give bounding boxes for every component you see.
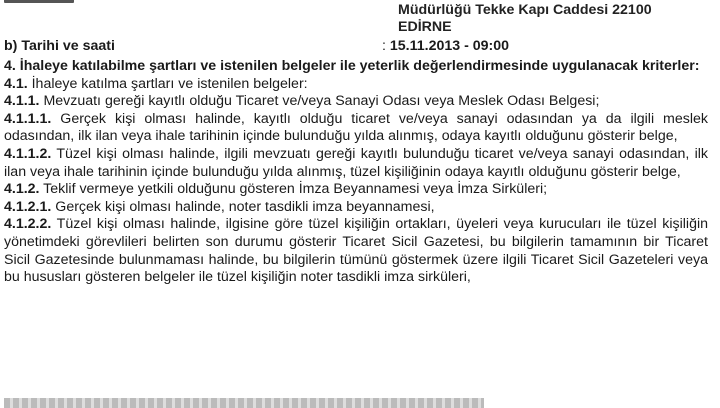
paragraph-number: 4.1.2.1.: [4, 198, 52, 215]
paragraph-number: 4.1.1.: [4, 93, 40, 110]
paragraph-4-1-1: [4, 93, 708, 111]
paragraph-text: Gerçek kişi olması halinde, noter tasdikli imza beyannamesi,: [51, 198, 435, 215]
paragraph-text: Mevzuatı gereği kayıtlı olduğu Ticaret ve/veya Sanayi Odası veya Meslek Odası Belgesi;: [39, 93, 600, 110]
paragraph-number: 4.1.1.2.: [4, 145, 52, 162]
paragraph-4-1-2-2: [4, 216, 708, 286]
paragraph-text: Tüzel kişi olması halinde, ilgisine göre tüzel kişiliğin ortakları, üyeleri veya kurucuları ile tüzel kişiliğin yönetimdeki görevlileri belirten son durumu gösterir Ticaret Sicil Gazetesi, bu bilgilerin tamamının bir Ticaret Sicil Gazetesinde bulunmaması halinde, bu bilgilerin tümünü göstermek üzere ilgili Ticaret Sicil Gazeteleri veya bu hususları gösteren belgeler ile tüzel kişiliğin noter tasdikli imza sirküleri,: [4, 216, 708, 286]
paragraph-4-1: [4, 76, 708, 94]
paragraph-number: 4.1.: [4, 75, 28, 92]
cut-off-next-line: [4, 398, 484, 408]
document-body: [4, 58, 708, 287]
paragraph-text: Gerçek kişi olması halinde, kayıtlı olduğu ticaret ve/veya sanayi odasından ya da ilgili meslek odasından, ilk ilan veya ihale tarihinin içinde bulunduğu yılda alınmış, odaya kayıtlı olduğunu gösterir belge,: [4, 110, 708, 145]
paragraph-number: 4.1.1.1.: [4, 110, 52, 127]
paragraph-4: [4, 58, 708, 76]
date-row: [4, 38, 510, 54]
paragraph-4-1-1-2: [4, 146, 708, 181]
paragraph-4-1-2-1: [4, 199, 708, 217]
paragraph-number: 4.1.2.: [4, 181, 40, 198]
paragraph-text: Tüzel kişi olması halinde, ilgili mevzuatı gereği kayıtlı bulunduğu ticaret ve/veya sanayi odasından, ilk ilan veya ihale tarihinin içinde bulunduğu yılda alınmış, tüzel kişiliğinin odaya kayıtlı olduğunu gösterir belge,: [4, 145, 708, 180]
address-block: [398, 2, 652, 36]
paragraph-text: Teklif vermeye yetkili olduğunu gösteren İmza Beyannamesi veya İmza Sirküleri;: [39, 181, 548, 198]
cut-off-heading-fragment: [4, 0, 74, 3]
paragraph-4-1-1-1: [4, 111, 708, 146]
date-colon: :: [382, 38, 386, 54]
paragraph-heading: 4. İhaleye katılabilme şartları ve istenilen belgeler ile yeterlik değerlendirmesinde uygulanacak kriterler:: [4, 58, 700, 74]
address-line-2: EDİRNE: [398, 19, 452, 35]
date-label: b) Tarihi ve saati: [4, 38, 115, 54]
address-line-1: Müdürlüğü Tekke Kapı Caddesi 22100: [398, 2, 652, 18]
paragraph-4-1-2: [4, 181, 708, 199]
paragraph-number: 4.1.2.2.: [4, 216, 52, 233]
date-value: 15.11.2013 - 09:00: [389, 38, 510, 54]
paragraph-text: İhaleye katılma şartları ve istenilen belgeler:: [27, 75, 308, 92]
date-value-wrap: [382, 38, 509, 54]
